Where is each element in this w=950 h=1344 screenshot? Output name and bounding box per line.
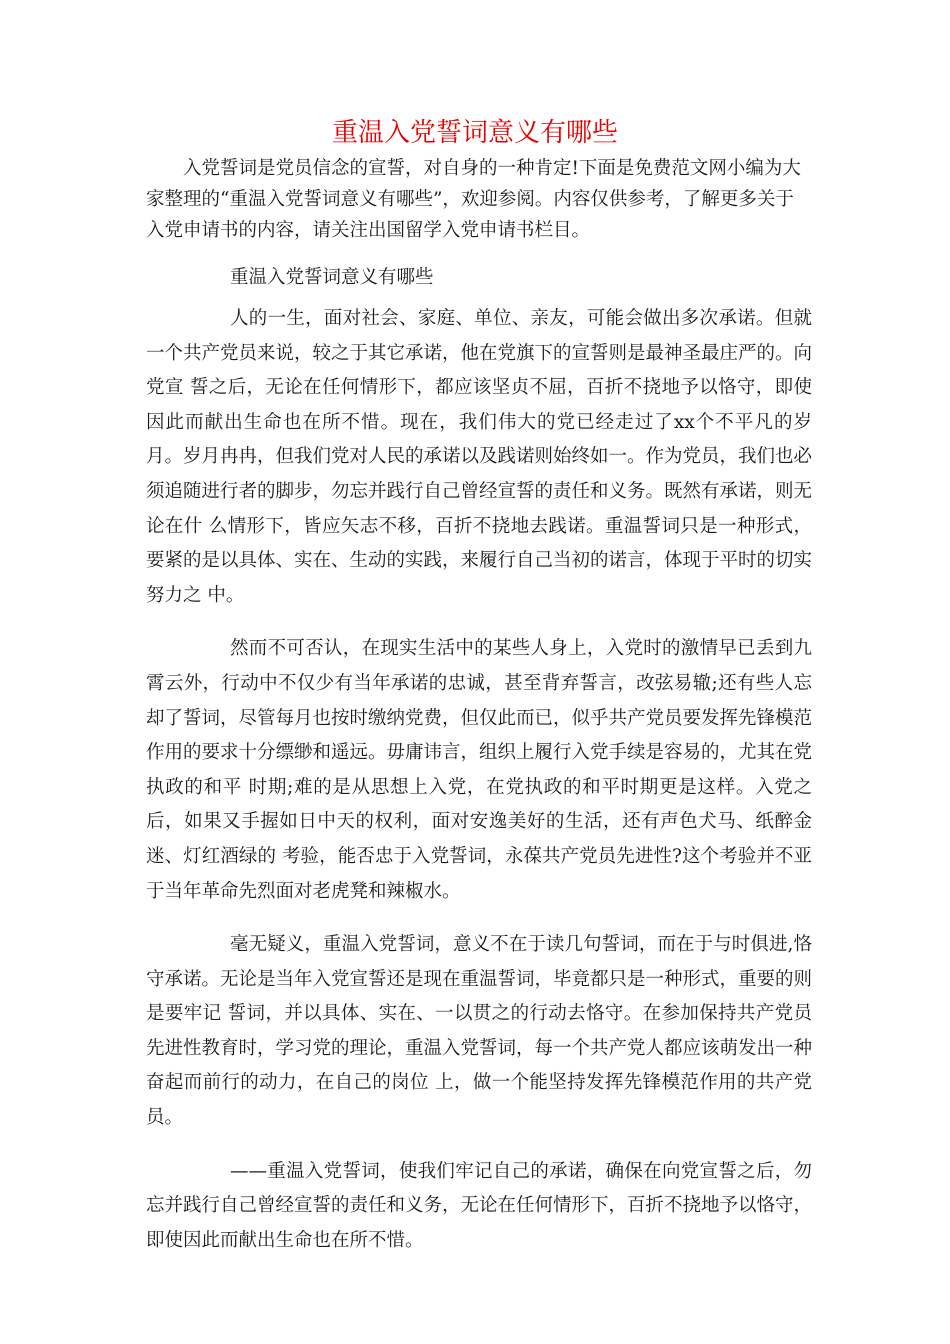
intro-paragraph: 入党誓词是党员信念的宣誓，对自身的一种肯定!下面是免费范文网小编为大家整理的“重温入党誓词意义有哪些”，欢迎参阅。内容仅供参考，了解更多关于入党申请书的内容，请关注出国留学入党申请书栏目。 <box>146 158 801 241</box>
body-paragraph: 毫无疑义，重温入党誓词，意义不在于读几句誓词，而在于与时俱进,恪守承诺。无论是当年入党宣誓还是现在重温誓词，毕竟都只是一种形式，重要的则是要牢记 誓词，并以具体、实在、一以贯之的行动去恪守。在参加保持共产党员先进性教育时，学习党的理论，重温入党誓词，每一个共产党人都应该萌发出一种奋起而前行的动力，在自己的岗位 上，做一个能坚持发挥先锋模范作用的共产党员。 <box>146 934 813 1129</box>
section-subtitle: 重温入党誓词意义有哪些 <box>230 267 434 288</box>
body-paragraph: ——重温入党誓词，使我们牢记自己的承诺，确保在向党宣誓之后，勿忘并践行自己曾经宣誓的责任和义务，无论在任何情形下，百折不挠地予以恪守，即使因此而献出生命也在所不惜。 <box>146 1160 813 1251</box>
document-body <box>146 302 812 1277</box>
body-paragraph: 人的一生，面对社会、家庭、单位、亲友，可能会做出多次承诺。但就一个共产党员来说，较之于其它承诺，他在党旗下的宣誓则是最神圣最庄严的。向党宣 誓之后，无论在任何情形下，都应该坚贞不屈，百折不挠地予以恪守，即使因此而献出生命也在所不惜。现在，我们伟大的党已经走过了xx个不平凡的岁月。岁月冉冉，但我们党对人民的承诺以及践诺则始终如一。作为党员，我们也必须追随进行者的脚步，勿忘并践行自己曾经宣誓的责任和义务。既然有承诺，则无论在什 么情形下，皆应矢志不移，百折不挠地去践诺。重温誓词只是一种形式，要紧的是以具体、实在、生动的实践，来履行自己当初的诺言，体现于平时的切实努力之 中。 <box>146 308 813 606</box>
document-title: 重温入党誓词意义有哪些 <box>331 118 618 148</box>
body-paragraph: 然而不可否认，在现实生活中的某些人身上，入党时的激情早已丢到九霄云外，行动中不仅少有当年承诺的忠诚，甚至背弃誓言，改弦易辙;还有些人忘却了誓词，尽管每月也按时缴纳党费，但仅此而已，似乎共产党员要发挥先锋模范作用的要求十分缥缈和遥远。毋庸讳言，组织上履行入党手续是容易的，尤其在党执政的和平 时期;难的是从思想上入党，在党执政的和平时期更是这样。入党之后，如果又手握如日中天的权利，面对安逸美好的生活，还有声色犬马、纸醉金迷、灯红酒绿的 考验，能否忠于入党誓词，永葆共产党员先进性?这个考验并不亚于当年革命先烈面对老虎凳和辣椒水。 <box>146 638 813 902</box>
